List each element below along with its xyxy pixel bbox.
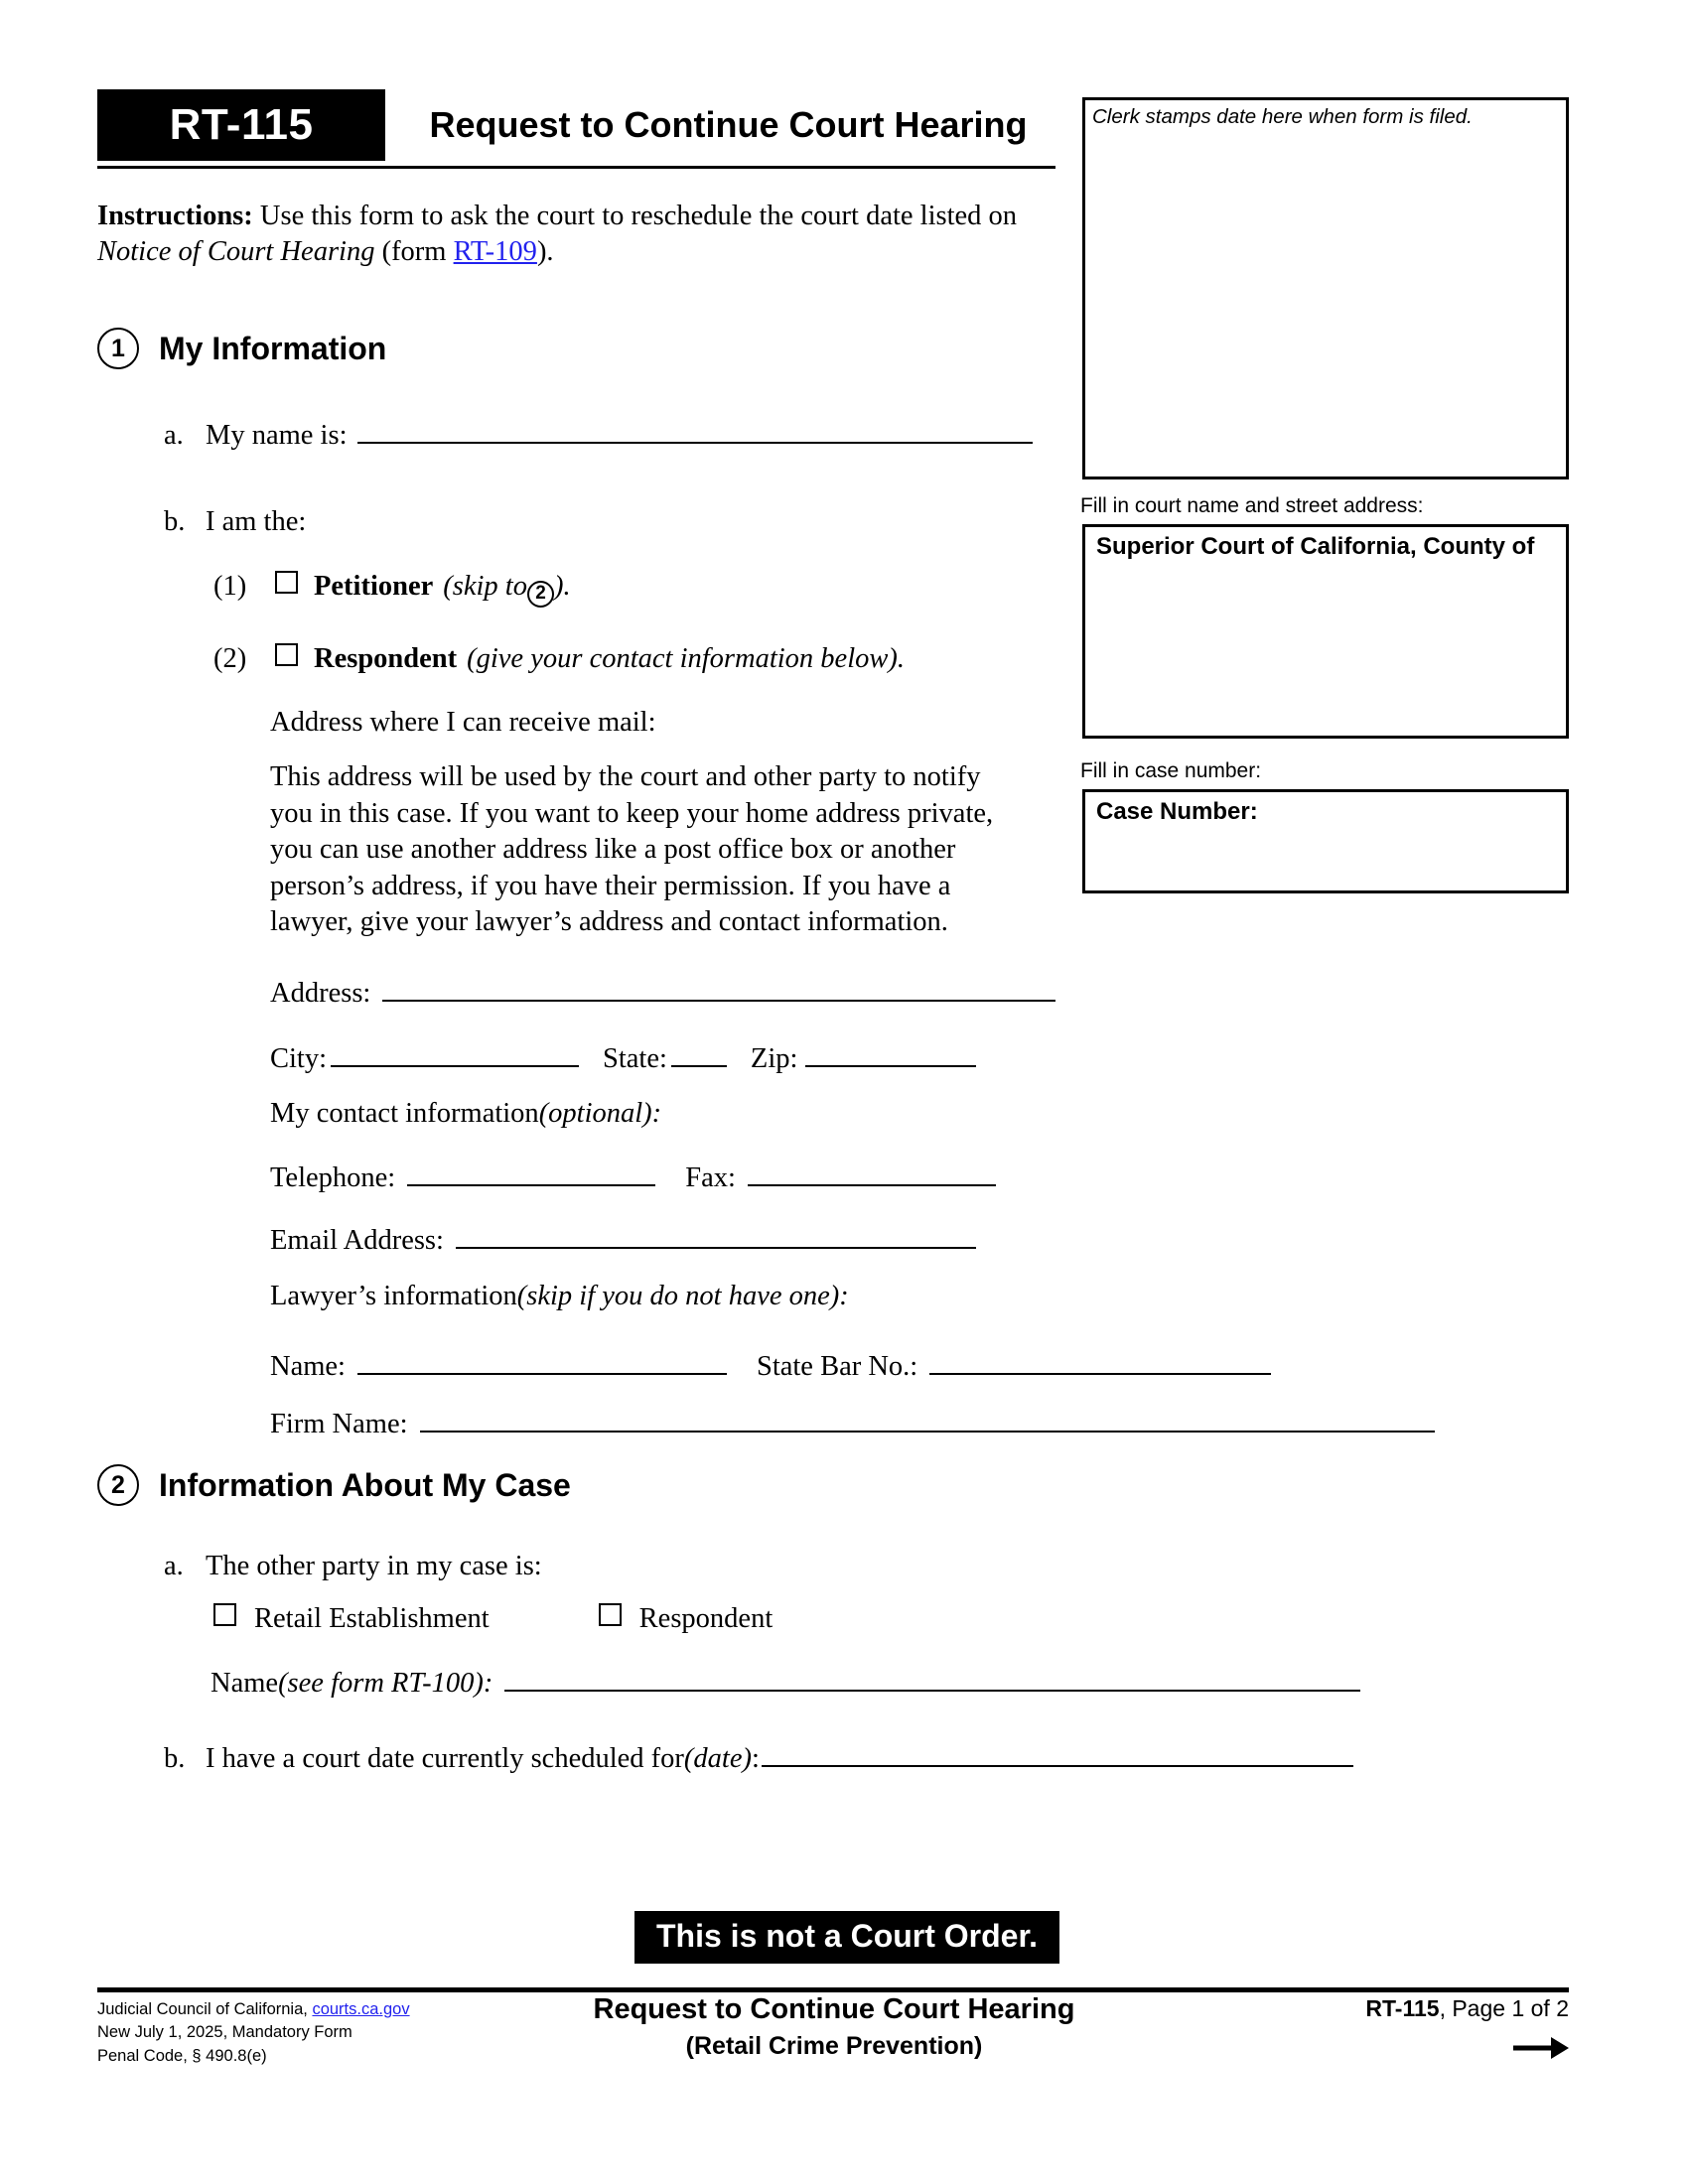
email-label: Email Address: bbox=[270, 1224, 444, 1256]
court-fill-label: Fill in court name and street address: bbox=[1080, 494, 1424, 517]
footer-statute-line: Penal Code, § 490.8(e) bbox=[97, 2046, 267, 2065]
section-1-number: 1 bbox=[97, 328, 139, 369]
item-1b-2-paren: (2) bbox=[213, 643, 247, 674]
footer-left-block bbox=[97, 1998, 410, 2068]
instructions-block bbox=[97, 199, 1051, 271]
item-1b-label: I am the: bbox=[206, 506, 307, 537]
state-bar-label: State Bar No.: bbox=[756, 1350, 918, 1382]
petitioner-note-pre: (skip to bbox=[443, 571, 527, 602]
respondent-label: Respondent bbox=[314, 643, 458, 674]
retail-establishment-checkbox[interactable] bbox=[213, 1603, 236, 1626]
other-party-name-input[interactable] bbox=[504, 1660, 1360, 1692]
email-row bbox=[270, 1217, 976, 1257]
state-label: State: bbox=[603, 1042, 667, 1074]
item-2a-label: The other party in my case is: bbox=[206, 1551, 542, 1581]
retail-establishment-label: Retail Establishment bbox=[254, 1603, 490, 1634]
item-1a bbox=[164, 412, 1033, 452]
arrow-right-icon bbox=[1511, 2033, 1569, 2063]
my-name-input[interactable] bbox=[357, 412, 1033, 444]
courts-ca-gov-link[interactable]: courts.ca.gov bbox=[312, 2000, 410, 2018]
item-2a-letter: a. bbox=[164, 1551, 184, 1581]
section-1-title: My Information bbox=[159, 330, 387, 366]
section-2-heading bbox=[97, 1464, 571, 1506]
item-2a bbox=[164, 1551, 542, 1582]
instructions-label: Instructions: bbox=[97, 201, 253, 231]
footer-revision-line: New July 1, 2025, Mandatory Form bbox=[97, 2023, 352, 2042]
lawyer-info-heading-text: Lawyer’s information bbox=[270, 1281, 517, 1311]
other-party-name-label-italic: (see form RT-100): bbox=[278, 1667, 493, 1699]
address-privacy-paragraph: This address will be used by the court and other party to notify you in this case. If you want to keep your home address private, you can use another address like a post office box or another person’s address, if you have their permission. If you have a lawyer, give your lawyer’s address and contact information. bbox=[270, 761, 994, 938]
zip-label: Zip: bbox=[750, 1042, 798, 1074]
other-party-choices bbox=[213, 1603, 773, 1635]
lawyer-name-label: Name: bbox=[270, 1350, 346, 1382]
firm-name-row bbox=[270, 1401, 1435, 1440]
zip-input[interactable] bbox=[805, 1035, 976, 1067]
contact-info-heading bbox=[270, 1098, 661, 1130]
court-name-box[interactable] bbox=[1082, 524, 1569, 739]
court-box-title: Superior Court of California, County of bbox=[1096, 533, 1535, 560]
lawyer-name-input[interactable] bbox=[357, 1343, 727, 1375]
address-label: Address: bbox=[270, 977, 371, 1009]
lawyer-info-heading-italic: (skip if you do not have one): bbox=[516, 1281, 849, 1311]
fax-input[interactable] bbox=[748, 1155, 996, 1186]
section-2-number: 2 bbox=[97, 1464, 139, 1506]
form-header bbox=[97, 89, 1055, 169]
header-title-row bbox=[97, 89, 1055, 161]
footer-form-title: Request to Continue Court Hearing bbox=[593, 1993, 1075, 2025]
firm-name-input[interactable] bbox=[420, 1401, 1435, 1433]
address-input[interactable] bbox=[382, 970, 1055, 1002]
case-box-title: Case Number: bbox=[1096, 798, 1258, 825]
item-1b-1-paren: (1) bbox=[213, 571, 247, 602]
case-number-box[interactable] bbox=[1082, 789, 1569, 893]
respondent-checkbox[interactable] bbox=[275, 643, 298, 666]
item-2b-colon: : bbox=[751, 1742, 760, 1774]
instructions-text-3: ). bbox=[536, 236, 554, 268]
telephone-fax-row bbox=[270, 1155, 996, 1194]
city-input[interactable] bbox=[331, 1035, 579, 1067]
item-1b bbox=[164, 506, 306, 538]
item-2b-text: I have a court date currently scheduled for bbox=[206, 1742, 684, 1774]
footer-page-number: , Page 1 of 2 bbox=[1439, 1995, 1569, 2021]
footer-form-subtitle: (Retail Crime Prevention) bbox=[685, 2032, 983, 2060]
item-1a-label: My name is: bbox=[206, 419, 348, 451]
court-date-input[interactable] bbox=[762, 1735, 1353, 1767]
lawyer-info-heading bbox=[270, 1281, 849, 1312]
instructions-form-name: Notice of Court Hearing bbox=[97, 236, 375, 268]
footer-council-text: Judicial Council of California, bbox=[97, 2000, 313, 2018]
petitioner-note-post: ). bbox=[553, 571, 571, 602]
skip-to-section-2-marker: 2 bbox=[527, 581, 554, 608]
item-1b-2 bbox=[213, 643, 905, 675]
other-party-name-row bbox=[211, 1660, 1360, 1700]
header-divider bbox=[97, 166, 1055, 169]
telephone-input[interactable] bbox=[407, 1155, 655, 1186]
item-2b-italic: (date) bbox=[683, 1742, 752, 1774]
item-1b-letter: b. bbox=[164, 506, 186, 537]
not-a-court-order-banner: This is not a Court Order. bbox=[634, 1911, 1059, 1964]
footer-center-block bbox=[427, 1993, 1241, 2061]
petitioner-label: Petitioner bbox=[314, 571, 434, 602]
other-party-respondent-label: Respondent bbox=[638, 1603, 774, 1634]
firm-name-label: Firm Name: bbox=[270, 1408, 408, 1439]
city-label: City: bbox=[270, 1042, 328, 1074]
other-party-name-label-text: Name bbox=[211, 1667, 279, 1699]
fax-label: Fax: bbox=[685, 1161, 736, 1193]
contact-info-heading-italic: (optional): bbox=[538, 1098, 662, 1129]
section-1-heading bbox=[97, 328, 386, 369]
section-2-title: Information About My Case bbox=[159, 1466, 571, 1503]
footer-divider bbox=[97, 1987, 1569, 1992]
contact-info-heading-text: My contact information bbox=[270, 1098, 539, 1129]
item-1b-1 bbox=[213, 571, 571, 604]
footer-council-line bbox=[97, 1998, 410, 2021]
clerk-stamp-box bbox=[1082, 97, 1569, 479]
state-input[interactable] bbox=[671, 1035, 727, 1067]
address-field-row bbox=[270, 970, 1055, 1010]
item-2b bbox=[164, 1735, 1353, 1775]
address-heading: Address where I can receive mail: bbox=[270, 707, 656, 738]
item-2b-letter: b. bbox=[164, 1742, 186, 1774]
petitioner-checkbox[interactable] bbox=[275, 571, 298, 594]
clerk-stamp-note: Clerk stamps date here when form is filed. bbox=[1092, 105, 1473, 128]
footer-form-number: RT-115 bbox=[1365, 1995, 1440, 2021]
respondent-note: (give your contact information below). bbox=[467, 643, 905, 674]
form-number-badge: RT-115 bbox=[97, 89, 385, 161]
form-title: Request to Continue Court Hearing bbox=[429, 104, 1028, 145]
lawyer-name-row bbox=[270, 1343, 1271, 1383]
rt-109-link[interactable]: RT-109 bbox=[453, 236, 537, 268]
item-1a-letter: a. bbox=[164, 419, 184, 451]
case-fill-label: Fill in case number: bbox=[1080, 759, 1262, 782]
city-state-zip-row bbox=[270, 1035, 976, 1075]
instructions-text-2: (form bbox=[374, 236, 454, 268]
telephone-label: Telephone: bbox=[270, 1161, 396, 1193]
email-input[interactable] bbox=[456, 1217, 976, 1249]
state-bar-input[interactable] bbox=[929, 1343, 1271, 1375]
footer-right-block bbox=[1365, 1995, 1569, 2022]
other-party-respondent-checkbox[interactable] bbox=[599, 1603, 622, 1626]
instructions-text-1: Use this form to ask the court to reschedule the court date listed on bbox=[252, 201, 1018, 231]
